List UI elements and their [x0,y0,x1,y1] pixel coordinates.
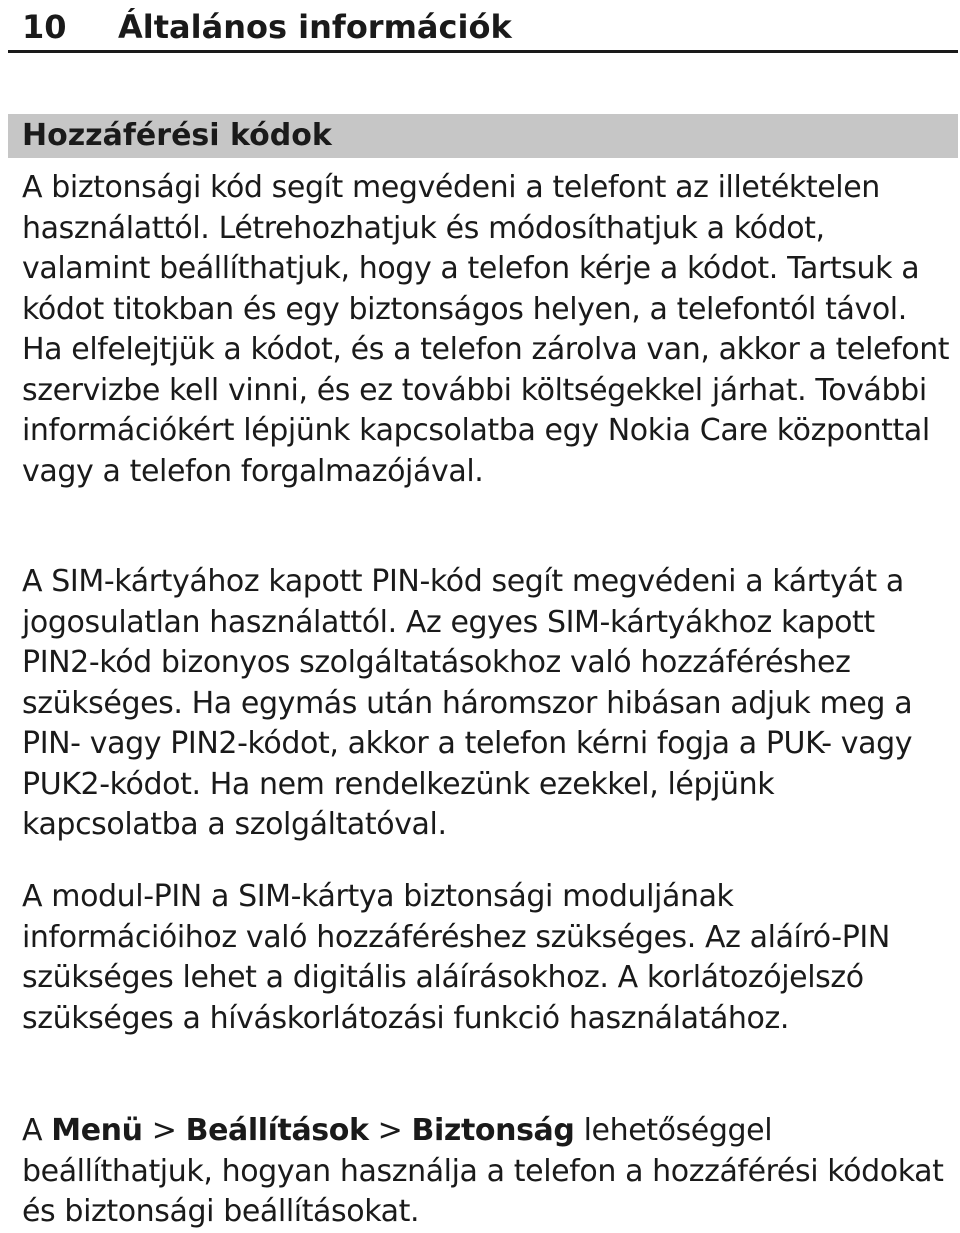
menu-item-settings: Beállítások [185,1113,369,1148]
menu-path-separator: > [142,1113,186,1148]
page-header [8,0,958,53]
menu-path-prefix: A [22,1113,52,1148]
menu-item-security: Biztonság [411,1113,575,1148]
paragraph-menu-path [22,1111,950,1233]
paragraph-module-pin: A modul-PIN a SIM-kártya biztonsági moduljának információihoz való hozzáféréshez szükséges. Az aláíró-PIN szükséges lehet a digitális aláírásokhoz. A korlátozójelszó szükséges a híváskorlátozási funkció használatához. [22,879,890,1036]
page-number: 10 [22,8,67,46]
paragraph-pin-codes: A SIM-kártyához kapott PIN-kód segít megvédeni a kártyát a jogosulatlan használattól. Az egyes SIM-kártyákhoz kapott PIN2-kód bizonyos szolgáltatásokhoz való hozzáféréshez szükséges. Ha egymás után háromszor hibásan adjuk meg a PIN- vagy PIN2-kódot, akkor a telefon kérni fogja a PUK- vagy PUK2-kódot. Ha nem rendelkezünk ezekkel, lépjünk kapcsolatba a szolgáltatóval. [22,564,913,842]
menu-path-separator: > [368,1113,412,1148]
section-title: Hozzáférési kódok [22,118,332,153]
menu-item-menu: Menü [51,1113,143,1148]
section-heading-band [8,114,958,158]
chapter-title: Általános információk [118,8,512,46]
menu-path-suffix: lehetőséggel beállíthatjuk, hogyan használja a telefon a hozzáférési kódokat és biztonsági beállításokat. [22,1113,944,1229]
paragraph-security-code: A biztonsági kód segít megvédeni a telefont az illetéktelen használattól. Létrehozhatjuk és módosíthatjuk a kódot, valamint beállíthatjuk, hogy a telefon kérje a kódot. Tartsuk a kódot titokban és egy biztonságos helyen, a telefontól távol. Ha elfelejtjük a kódot, és a telefon zárolva van, akkor a telefont szervizbe kell vinni, és ez további költségekkel járhat. További információkért lépjünk kapcsolatba egy Nokia Care központtal vagy a telefon forgalmazójával. [22,170,950,489]
